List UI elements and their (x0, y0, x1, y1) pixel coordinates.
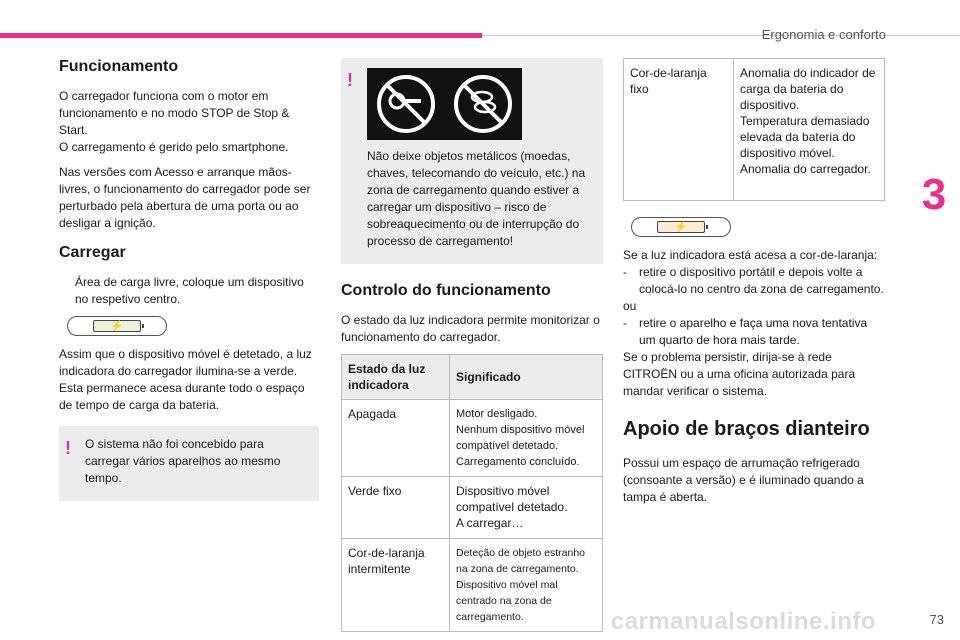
column-right (623, 58, 885, 514)
column-middle (341, 58, 603, 632)
status-table (341, 354, 603, 632)
table-cell: Dispositivo móvel compatível detetado. A carregar… (450, 477, 603, 539)
list-item (59, 274, 319, 308)
table-cell: Cor-de-laranja fixo (624, 59, 734, 201)
table-cell: Deteção de objeto estranho na zona de carregamento. Dispositivo móvel mal centrado na zona de carregamento. (450, 539, 603, 632)
paragraph: O carregamento é gerido pelo smartphone. (59, 140, 289, 154)
warning-text: Não deixe objetos metálicos (moedas, chaves, telecomando do veículo, etc.) na zona de carregamento quando estiver a carregar um dispositivo – risco de sobreaquecimento ou de interrupção do processo de carregamento! (367, 149, 586, 248)
bullet-dash: - (623, 316, 627, 330)
table-cell: Anomalia do indicador de carga da bateria do dispositivo. Temperatura demasiado elevada da bateria do dispositivo móvel. Anomalia do carregador. (734, 59, 885, 201)
indicator-green-icon: ⚡ (67, 316, 167, 336)
heading-controlo: Controlo do funcionamento (341, 282, 551, 299)
list-item-text: retire o aparelho e faça uma nova tentativa um quarto de hora mais tarde. (639, 316, 868, 347)
warning-text: O sistema não foi concebido para carregar vários aparelhos ao mesmo tempo. (85, 437, 281, 485)
list-item-text: Área de carga livre, coloque um dispositivo no respetivo centro. (75, 275, 304, 306)
paragraph: O estado da luz indicadora permite monitorizar o funcionamento do carregador. (341, 313, 600, 344)
indicator-orange-icon: ⚡ (631, 217, 731, 237)
table-cell: Motor desligado. Nenhum dispositivo móvel compatível detetado. Carregamento concluído. (450, 400, 603, 477)
list-item (623, 315, 885, 349)
heading-funcionamento: Funcionamento (59, 58, 179, 75)
header-accent-bar (0, 33, 482, 38)
paragraph: ou (623, 299, 637, 313)
table-cell: Apagada (342, 400, 450, 477)
paragraph: Se a luz indicadora está acesa a cor-de-laranja: (623, 248, 878, 262)
section-title: Ergonomia e conforto (761, 27, 886, 42)
table-row (624, 59, 885, 201)
paragraph: Possui um espaço de arrumação refrigerado (consoante a versão) e é iluminado quando a tampa é aberta. (623, 456, 864, 504)
page-number: 73 (929, 612, 944, 627)
paragraph: Esta permanece acesa durante todo o espaço de tempo de carga da bateria. (59, 381, 305, 412)
chapter-number: 3 (921, 170, 947, 219)
chapter-tab (908, 165, 960, 225)
warning-box-metal (341, 58, 603, 264)
table-header-row (342, 355, 603, 400)
warning-box (59, 426, 319, 501)
table-cell: Cor-de-laranja intermitente (342, 539, 450, 632)
paragraph: Se o problema persistir, dirija-se à rede CITROËN ou a uma oficina autorizada para mandar verificar o sistema. (623, 350, 856, 398)
paragraph: O carregador funciona com o motor em funcionamento e no modo STOP de Stop & Start. (59, 89, 290, 137)
heading-carregar: Carregar (59, 244, 126, 261)
warning-icon: ! (65, 438, 71, 458)
table-row (342, 477, 603, 539)
table-header: Estado da luz indicadora (342, 355, 450, 400)
heading-apoio-bracos: Apoio de braços dianteiro (623, 418, 870, 440)
watermark: carmanualsonline.info (610, 608, 876, 635)
column-left (59, 58, 319, 501)
bullet-dash: - (623, 265, 627, 279)
bullet-mark (59, 274, 75, 308)
list-item-text: retire o dispositivo portátil e depois volte a colocá-lo no centro da zona de carregamento. (639, 265, 884, 296)
list-item (623, 264, 885, 298)
paragraph: Nas versões com Acesso e arranque mãos-livres, o funcionamento do carregador pode ser perturbado pela abertura de uma porta ou ao desligar a ignição. (59, 165, 311, 230)
table-cell: Verde fixo (342, 477, 450, 539)
table-row (342, 400, 603, 477)
status-table-continued (623, 58, 885, 201)
table-header: Significado (450, 355, 603, 400)
warning-icon: ! (347, 70, 353, 90)
header-rule (482, 35, 960, 36)
paragraph: Assim que o dispositivo móvel é detetado, a luz indicadora do carregador ilumina-se a verde. (59, 347, 312, 378)
no-metal-objects-icon (367, 68, 522, 140)
table-row (342, 539, 603, 632)
